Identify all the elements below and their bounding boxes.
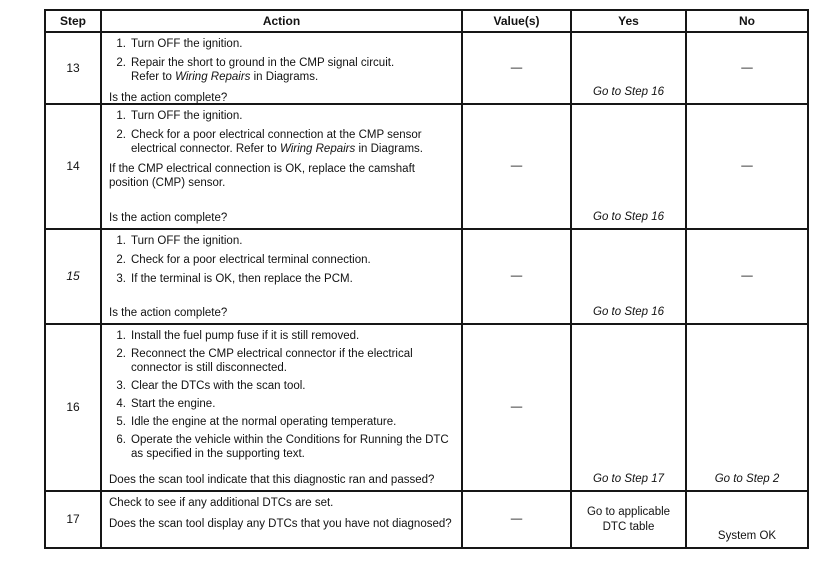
row16-action-cell xyxy=(102,325,463,492)
no-goto-text: Go to Step 2 xyxy=(714,472,780,485)
item-text-run: Idle the engine at the normal operating temperature. xyxy=(131,416,397,429)
header-cell-step xyxy=(46,11,102,33)
row16-no-cell xyxy=(687,325,807,492)
no-result-text: System OK xyxy=(717,529,777,542)
values-dash: — xyxy=(510,401,523,414)
action-item xyxy=(109,234,454,248)
row13-values-cell xyxy=(463,33,572,105)
item-text-run: Check for a poor electrical connection at the CMP sensor electrical connector. Refer to xyxy=(131,129,422,156)
item-text-run: Diagrams. xyxy=(265,71,319,84)
values-dash: — xyxy=(510,61,523,74)
row13-yes-cell xyxy=(572,33,687,105)
row14-yes-cell xyxy=(572,105,687,230)
row16-yes-cell xyxy=(572,325,687,492)
item-number: 3. xyxy=(116,273,126,286)
row15-no-cell xyxy=(687,230,807,325)
item-number: 4. xyxy=(116,398,126,411)
yes-goto-text: Go to Step 16 xyxy=(593,305,664,318)
values-dash: — xyxy=(510,270,523,283)
item-text xyxy=(131,109,454,123)
row16-step-number: 16 xyxy=(66,400,80,415)
header-label-values: Value(s) xyxy=(493,13,540,28)
action-item xyxy=(109,347,454,375)
row15-yes-cell xyxy=(572,230,687,325)
item-text-run: Turn OFF the ignition. xyxy=(131,235,243,247)
row14-step-cell xyxy=(46,105,102,230)
action-paragraph: If the CMP electrical connection is OK, replace the camshaft position (CMP) sensor. xyxy=(109,163,415,190)
header-cell-yes xyxy=(572,11,687,33)
action-item xyxy=(109,128,454,156)
item-text-run: Operate the vehicle within the Conditions for Running the DTC as specified in the supporting text. xyxy=(131,434,449,461)
no-dash: — xyxy=(741,270,753,283)
action-item xyxy=(109,433,454,461)
item-text-run: If the terminal is OK, then replace the PCM. xyxy=(131,273,353,286)
item-text-run: in xyxy=(250,71,266,84)
row14-values-cell xyxy=(463,105,572,230)
item-text-run: Clear the DTCs with the scan tool. xyxy=(131,380,306,393)
action-item xyxy=(109,415,454,429)
row17-action-cell xyxy=(102,492,463,547)
diagnostic-step-table xyxy=(44,9,809,549)
header-label-step: Step xyxy=(59,13,86,28)
row15-action-cell xyxy=(102,230,463,325)
row17-values-cell xyxy=(463,492,572,547)
item-text xyxy=(131,128,454,156)
item-text xyxy=(131,253,454,267)
row15-step-number: 15 xyxy=(66,269,80,284)
item-text-run: Turn OFF the ignition. xyxy=(131,38,243,50)
row17-no-cell xyxy=(687,492,807,547)
header-cell-values xyxy=(463,11,572,33)
item-text xyxy=(131,272,454,286)
item-text xyxy=(131,379,454,393)
item-text xyxy=(131,347,454,375)
item-number: 2. xyxy=(116,129,126,142)
item-text-run: in xyxy=(355,143,371,156)
no-dash: — xyxy=(741,61,753,74)
item-number: 1. xyxy=(116,38,126,50)
values-dash: — xyxy=(510,513,523,526)
action-item xyxy=(109,56,454,84)
item-text-run: Install the fuel pump fuse if it is still removed. xyxy=(131,330,360,342)
row13-step-cell xyxy=(46,33,102,105)
action-item xyxy=(109,37,454,51)
item-text-run: Repair the short to ground in the CMP signal circuit. xyxy=(131,57,395,70)
row13-action-cell xyxy=(102,33,463,105)
item-number: 1. xyxy=(116,330,126,342)
header-cell-action xyxy=(102,11,463,33)
row17-step-number: 17 xyxy=(66,512,80,527)
header-cell-no xyxy=(687,11,807,33)
action-item xyxy=(109,272,454,286)
action-item xyxy=(109,329,454,343)
item-text-italic-run: Wiring Repairs xyxy=(175,71,251,84)
item-text-italic-run: Wiring Repairs xyxy=(279,143,356,156)
row13-no-cell xyxy=(687,33,807,105)
item-text xyxy=(131,234,454,248)
action-item xyxy=(109,109,454,123)
item-number: 2. xyxy=(116,254,126,267)
action-question: Is the action complete? xyxy=(109,92,228,105)
values-dash: — xyxy=(510,160,523,173)
action-question: Is the action complete? xyxy=(109,211,228,224)
header-label-no: No xyxy=(739,13,755,28)
action-item xyxy=(109,253,454,267)
item-number: 6. xyxy=(116,434,126,447)
item-number: 1. xyxy=(116,110,126,122)
yes-result-text: Go to applicable DTC table xyxy=(586,506,671,533)
action-question: Does the scan tool indicate that this diagnostic ran and passed? xyxy=(109,473,435,486)
no-dash: — xyxy=(741,160,753,173)
item-number: 1. xyxy=(116,235,126,247)
row15-values-cell xyxy=(463,230,572,325)
yes-goto-text: Go to Step 16 xyxy=(593,85,664,98)
row14-action-cell xyxy=(102,105,463,230)
item-number: 3. xyxy=(116,380,126,393)
row14-step-number: 14 xyxy=(66,159,80,174)
row16-values-cell xyxy=(463,325,572,492)
row13-step-number: 13 xyxy=(66,60,80,75)
row16-step-cell xyxy=(46,325,102,492)
action-question: Is the action complete? xyxy=(109,306,228,319)
item-text-run: Diagrams. xyxy=(370,143,423,156)
item-text-run: Start the engine. xyxy=(131,398,216,411)
header-label-yes: Yes xyxy=(618,13,639,28)
item-text-run: Reconnect the CMP electrical connector if the electrical connector is still disconnected. xyxy=(131,348,413,375)
header-label-action: Action xyxy=(262,13,301,28)
item-text-run: Refer to xyxy=(131,71,176,84)
item-number: 2. xyxy=(116,348,126,361)
action-paragraph: Check to see if any additional DTCs are set. xyxy=(109,497,334,509)
row15-step-cell xyxy=(46,230,102,325)
item-text xyxy=(131,397,454,411)
item-text xyxy=(131,56,454,84)
item-text-run: Check for a poor electrical terminal connection. xyxy=(131,254,371,267)
item-text xyxy=(131,415,454,429)
action-item xyxy=(109,379,454,393)
item-text xyxy=(131,329,454,343)
item-text xyxy=(131,37,454,51)
item-text xyxy=(131,433,454,461)
item-number: 5. xyxy=(116,416,126,429)
row17-step-cell xyxy=(46,492,102,547)
action-item xyxy=(109,397,454,411)
item-number: 2. xyxy=(116,57,126,70)
row17-yes-cell xyxy=(572,492,687,547)
yes-goto-text: Go to Step 16 xyxy=(593,210,664,223)
yes-goto-text: Go to Step 17 xyxy=(593,472,664,485)
row14-no-cell xyxy=(687,105,807,230)
action-question: Does the scan tool display any DTCs that you have not diagnosed? xyxy=(109,518,452,531)
item-text-run: Turn OFF the ignition. xyxy=(131,110,243,122)
